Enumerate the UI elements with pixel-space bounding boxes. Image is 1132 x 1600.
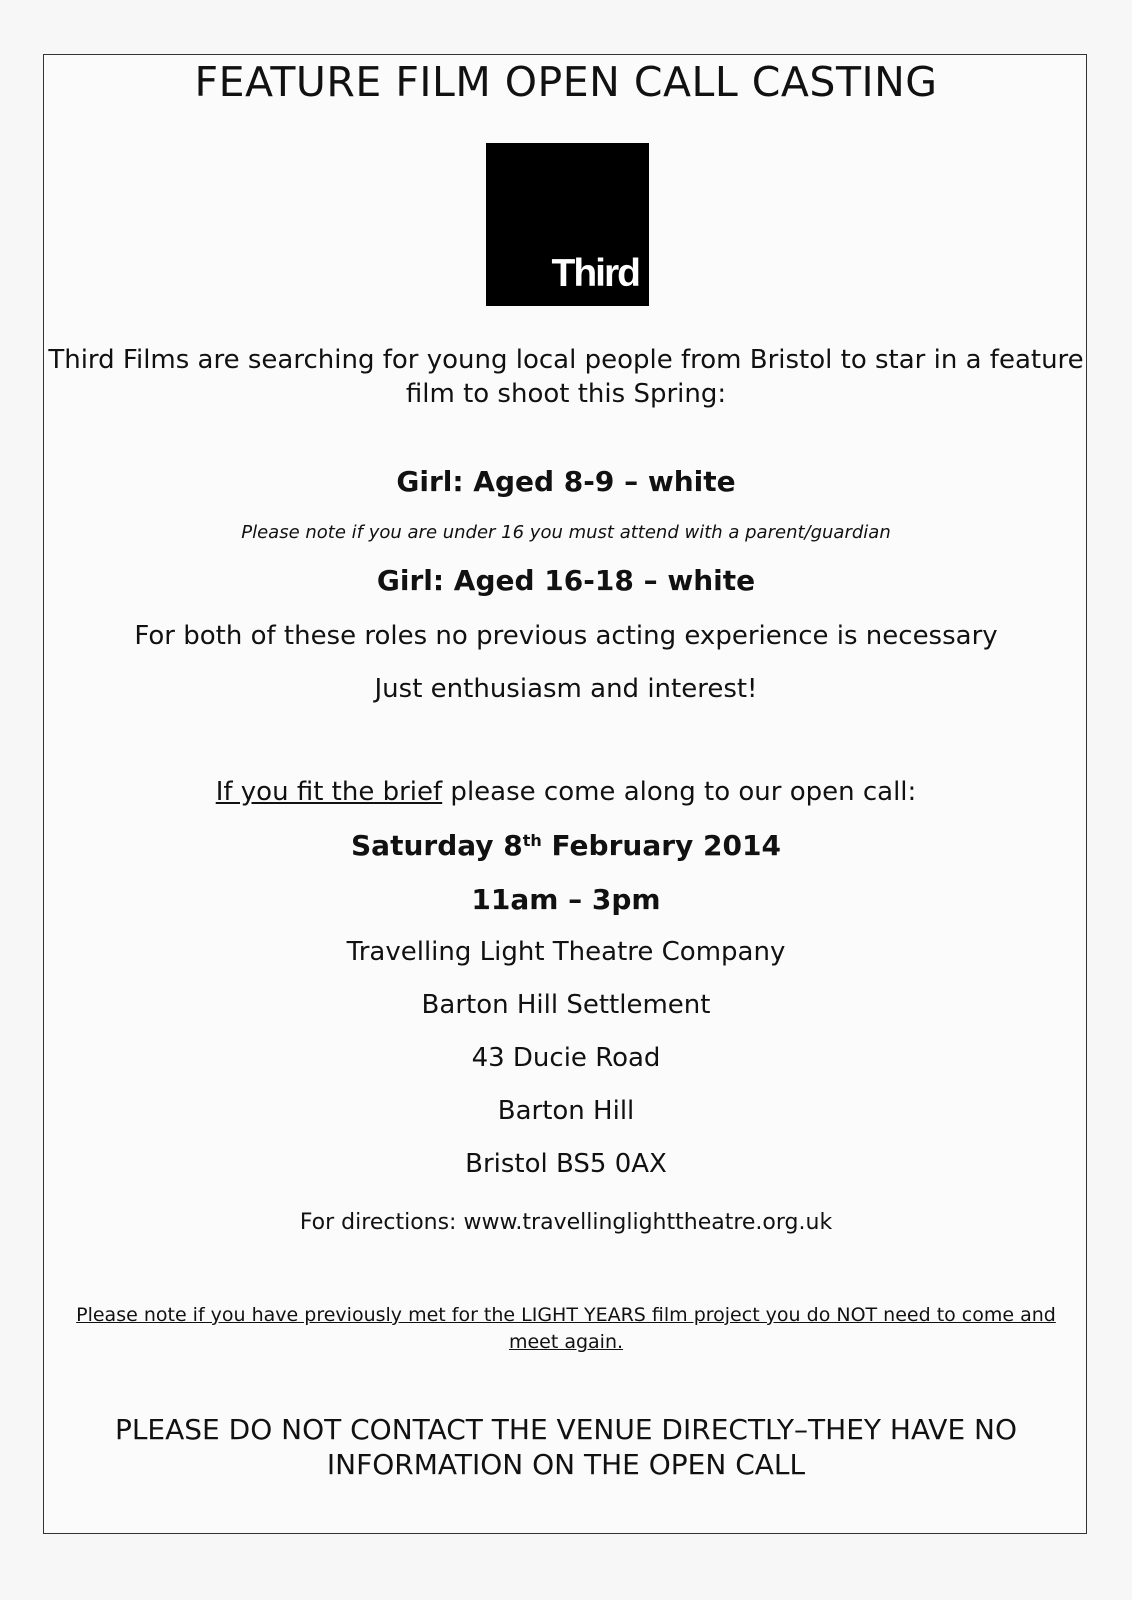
event-date	[0, 829, 1132, 862]
venue-line-4: Barton Hill	[497, 1096, 635, 1126]
venue-warning	[0, 1412, 1132, 1482]
logo-text: Third	[551, 252, 639, 295]
third-films-logo	[486, 143, 649, 306]
directions-text: For directions: www.travellinglighttheatre.org.uk	[299, 1210, 833, 1235]
date-prefix: Saturday 8	[351, 829, 523, 862]
role-1: Girl: Aged 8-9 – white	[396, 465, 736, 498]
date-suffix: th	[522, 831, 542, 850]
intro-text	[0, 343, 1132, 411]
previous-note-line-2: meet again.	[508, 1331, 624, 1353]
venue-line-5: Bristol BS5 0AX	[465, 1149, 667, 1179]
experience-text: For both of these roles no previous acting experience is necessary	[134, 621, 998, 651]
venue-line-3: 43 Ducie Road	[471, 1043, 661, 1073]
role-2: Girl: Aged 16-18 – white	[376, 564, 756, 597]
open-call-rest: please come along to our open call:	[442, 777, 917, 807]
parent-guardian-note: Please note if you are under 16 you must attend with a parent/guardian	[241, 522, 891, 543]
intro-line-2: film to shoot this Spring:	[405, 379, 727, 409]
event-time: 11am – 3pm	[471, 883, 661, 916]
date-rest: February 2014	[541, 829, 781, 862]
venue-line-2: Barton Hill Settlement	[421, 990, 711, 1020]
previous-note-line-1: Please note if you have previously met for the LIGHT YEARS film project you do NOT need to come and	[76, 1304, 1056, 1326]
poster-title: FEATURE FILM OPEN CALL CASTING	[194, 58, 938, 106]
open-call-line	[0, 777, 1132, 807]
warning-line-2: INFORMATION ON THE OPEN CALL	[326, 1448, 806, 1481]
previous-meeting-note	[0, 1302, 1132, 1356]
brief-underlined: If you fit the brief	[215, 777, 443, 807]
enthusiasm-text: Just enthusiasm and interest!	[374, 674, 758, 704]
warning-line-1: PLEASE DO NOT CONTACT THE VENUE DIRECTLY–THEY HAVE NO	[114, 1413, 1018, 1446]
venue-line-1: Travelling Light Theatre Company	[346, 937, 786, 967]
intro-line-1: Third Films are searching for young local people from Bristol to star in a feature	[48, 345, 1084, 375]
